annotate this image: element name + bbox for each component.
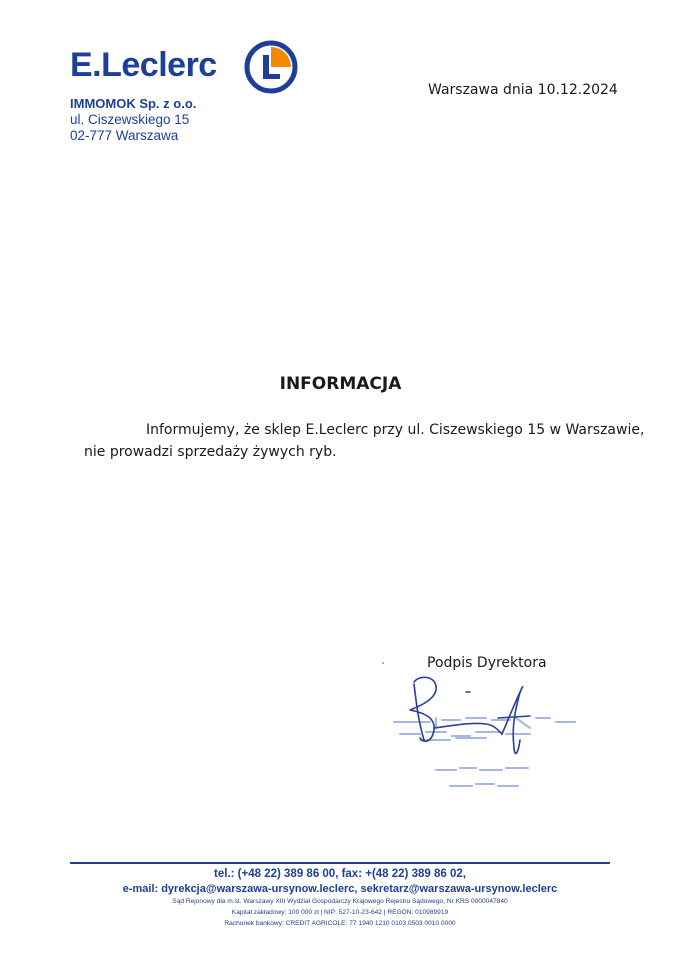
footer-divider: [70, 862, 610, 864]
signature-stamp: [390, 670, 590, 800]
footer-email: e-mail: dyrekcja@warszawa-ursynow.leclerc, sekretarz@warszawa-ursynow.leclerc: [122, 883, 558, 895]
footer-capital-ids: Kapitał zakładowy: 100 000 zł | NIP: 527-10-23-642 | REGON: 010989919: [231, 909, 449, 916]
body-text-line-2: nie prowadzi sprzedaży żywych ryb.: [84, 444, 337, 460]
signature-label: Podpis Dyrektora: [427, 655, 547, 671]
document-title: INFORMACJA: [279, 374, 402, 394]
footer-phone-fax: tel.: (+48 22) 389 86 00, fax: +(48 22) 389 86 02,: [214, 868, 466, 880]
address-city: 02-777 Warszawa: [70, 128, 179, 143]
company-address-block: [70, 96, 196, 144]
address-street: ul. Ciszewskiego 15: [70, 112, 190, 127]
document-date: Warszawa dnia 10.12.2024: [428, 82, 618, 98]
scan-speck: [382, 662, 384, 664]
body-text-line-1: Informujemy, że sklep E.Leclerc przy ul. Ciszewskiego 15 w Warszawie,: [146, 422, 645, 438]
footer-bank-account: Rachunek bankowy: CREDIT AGRICOLE: 77 1940 1210 0103 0503 0010 0000: [224, 920, 456, 927]
handwritten-signature: [410, 677, 530, 753]
footer-court-registration: Sąd Rejonowy dla m.st. Warszawy XIII Wydział Gospodarczy Krajowego Rejestru Sądowego, Nr KRS 0000047840: [172, 898, 508, 905]
leclerc-logo-text: E.Leclerc: [70, 46, 217, 84]
company-name: IMMOMOK Sp. z o.o.: [70, 96, 197, 111]
leclerc-logo-icon: [244, 40, 298, 94]
